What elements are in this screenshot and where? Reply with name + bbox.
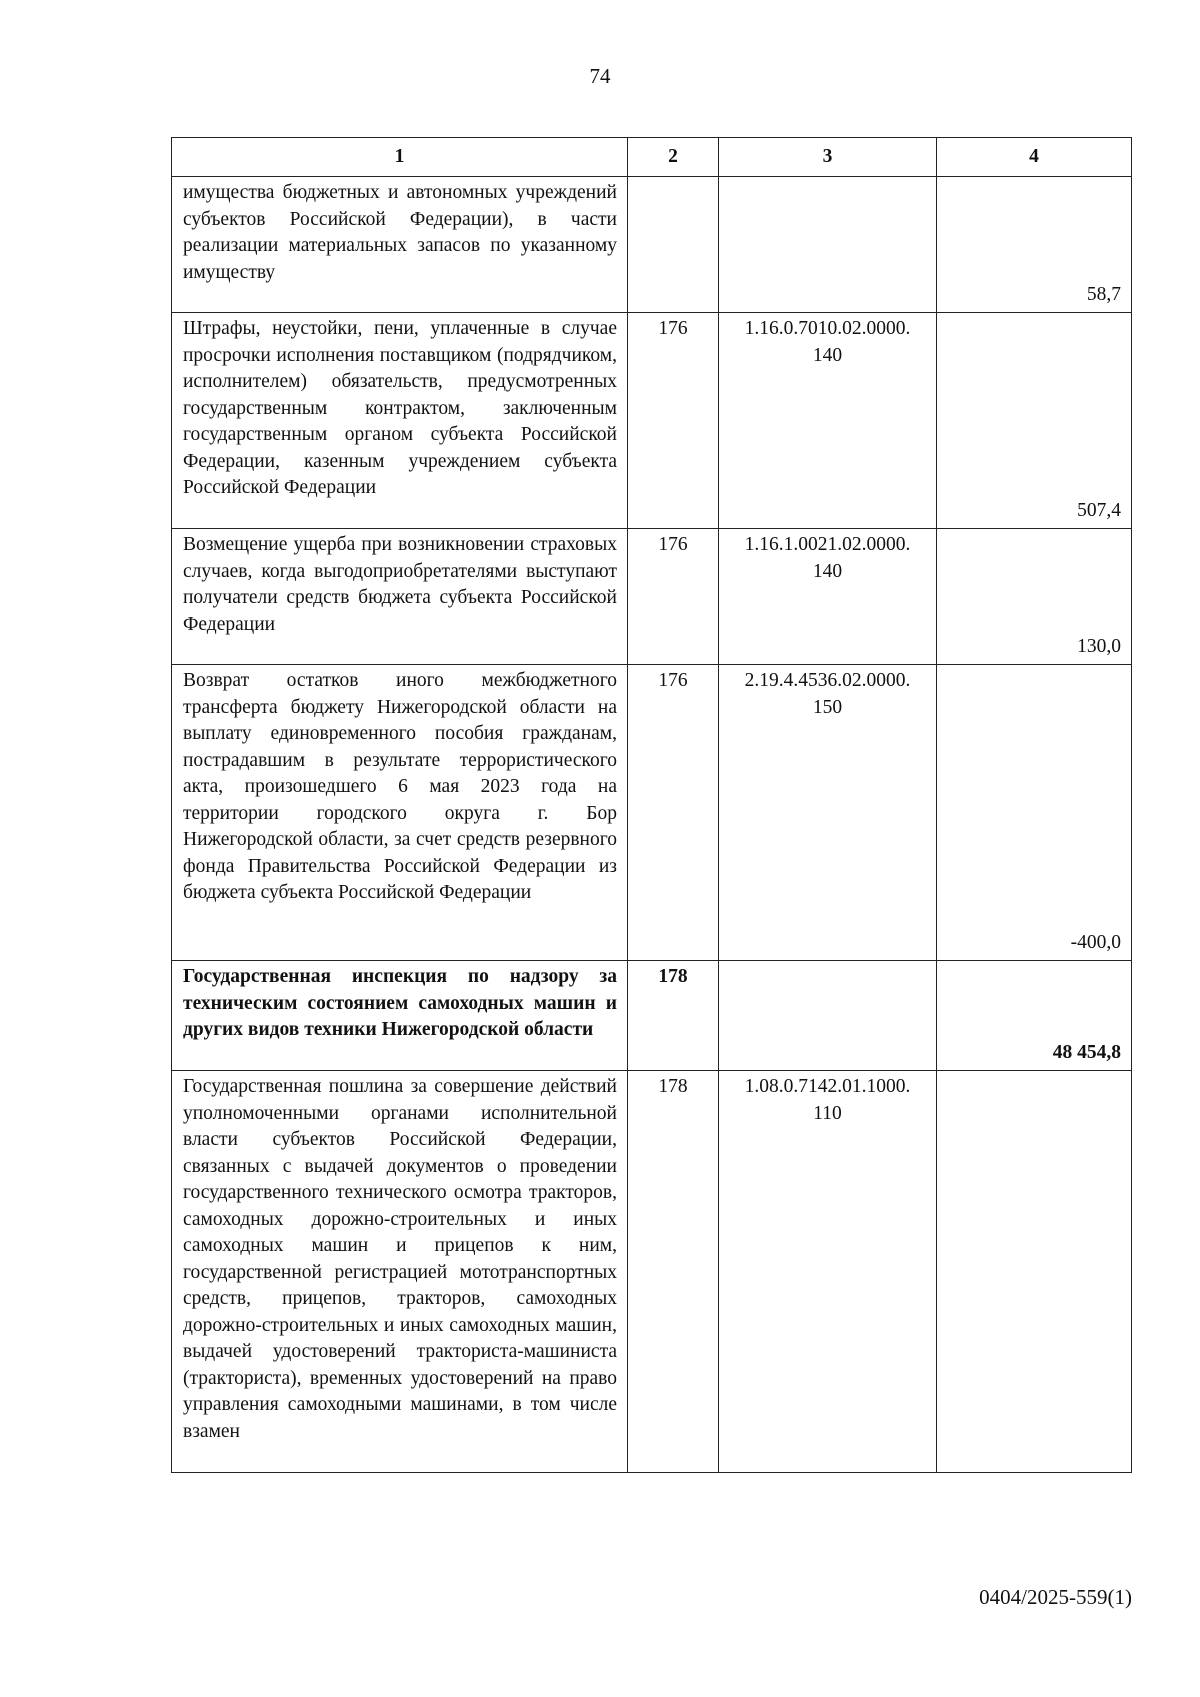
column-header-2: 2 (628, 138, 719, 177)
row-description: имущества бюджетных и автономных учреждений субъектов Российской Федерации), в части реализации материальных запасов по указанному имуществу (172, 177, 628, 313)
row-amount: 58,7 (937, 177, 1132, 313)
row-kbk-code (719, 529, 937, 665)
budget-table (171, 137, 1132, 1473)
row-description: Государственная пошлина за совершение действий уполномоченными органами исполнительной власти субъектов Российской Федерации, связанных с выдачей документов о проведении государственного технического осмотра тракторов, самоходных дорожно-строительных и иных самоходных машин и прицепов к ним, государственной регистрацией мототранспортных средств, прицепов, тракторов, самоходных дорожно-строительных и иных самоходных машин, выдачей удостоверений тракториста-машиниста (тракториста), временных удостоверений на право управления самоходными машинами, в том числе взамен (172, 1071, 628, 1473)
kbk-code-line1: 1.16.1.0021.02.0000. (744, 534, 911, 555)
row-kbk-code (719, 177, 937, 313)
row-kbk-code (719, 665, 937, 961)
table-row (172, 177, 1132, 313)
row-admin-code (628, 177, 719, 313)
row-admin-code: 178 (628, 961, 719, 1071)
column-header-3: 3 (719, 138, 937, 177)
row-description: Государственная инспекция по надзору за техническим состоянием самоходных машин и других видов техники Нижегородской области (172, 961, 628, 1071)
page-number: 74 (589, 64, 611, 88)
row-amount: 507,4 (937, 313, 1132, 529)
row-description: Возмещение ущерба при возникновении страховых случаев, когда выгодоприобретателями выступают получатели средств бюджета субъекта Российской Федерации (172, 529, 628, 665)
row-admin-code: 176 (628, 313, 719, 529)
table-row (172, 1071, 1132, 1473)
table-row (172, 529, 1132, 665)
row-amount: 130,0 (937, 529, 1132, 665)
column-header-1: 1 (172, 138, 628, 177)
table-row-department (172, 961, 1132, 1071)
row-description: Штрафы, неустойки, пени, уплаченные в случае просрочки исполнения поставщиком (подрядчиком, исполнителем) обязательств, предусмотренных государственным контрактом, заключенным государственным органом субъекта Российской Федерации, казенным учреждением субъекта Российской Федерации (172, 313, 628, 529)
row-amount (937, 1071, 1132, 1473)
row-amount: 48 454,8 (937, 961, 1132, 1071)
row-admin-code: 176 (628, 665, 719, 961)
kbk-code-line1: 1.16.0.7010.02.0000. (744, 318, 911, 339)
row-kbk-code (719, 313, 937, 529)
kbk-code-line2: 110 (813, 1102, 842, 1124)
document-number: 0404/2025-559(1) (979, 1585, 1132, 1609)
kbk-code-line1: 1.08.0.7142.01.1000. (744, 1076, 911, 1097)
row-kbk-code (719, 961, 937, 1071)
table-row (172, 665, 1132, 961)
row-amount: -400,0 (937, 665, 1132, 961)
row-admin-code: 176 (628, 529, 719, 665)
kbk-code-line2: 140 (812, 560, 843, 582)
row-kbk-code (719, 1071, 937, 1473)
row-description: Возврат остатков иного межбюджетного трансферта бюджету Нижегородской области на выплату единовременного пособия гражданам, пострадавшим в результате террористического акта, произошедшего 6 мая 2023 года на территории городского округа г. Бор Нижегородской области, за счет средств резервного фонда Правительства Российской Федерации из бюджета субъекта Российской Федерации (172, 665, 628, 961)
table-header-row (172, 138, 1132, 177)
kbk-code-line2: 150 (812, 696, 843, 718)
column-header-4: 4 (937, 138, 1132, 177)
table-row (172, 313, 1132, 529)
row-admin-code: 178 (628, 1071, 719, 1473)
kbk-code-line2: 140 (812, 344, 843, 366)
kbk-code-line1: 2.19.4.4536.02.0000. (744, 670, 911, 691)
